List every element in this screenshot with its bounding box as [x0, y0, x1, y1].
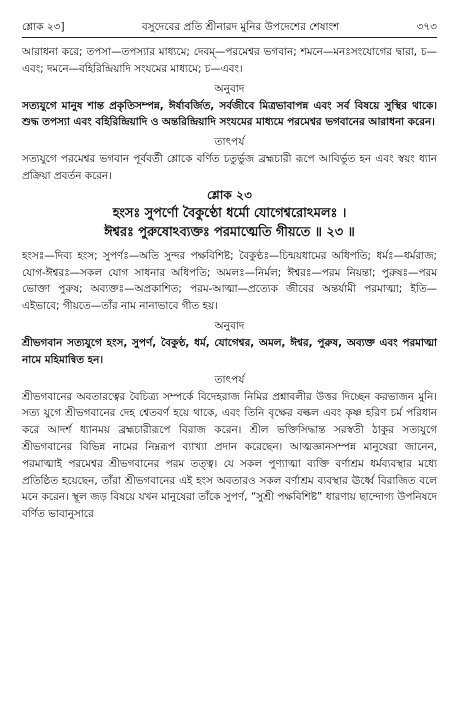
verse-line-2: ঈশ্বরঃ পুরুষোঽব্যক্তঃ পরমাত্মেতি গীয়তে ॥ ২৩ ॥: [104, 224, 355, 240]
synonyms-paragraph-1: আরাধনা করে; তপসা—তপস্যার মাধ্যমে; দেবম্—পরমেশ্বর ভগবান; শমনে—মনঃসংযোগের দ্বারা, চ—এবং; দমনে—বহিরিন্দ্রিয়াদি সংযমের মাধ্যমে; চ—এবং।: [22, 46, 437, 75]
translation-paragraph-1: সত্যযুগে মানুষ শান্ত প্রকৃতিসম্পন্ন, ঈর্ষাবর্জিত, সর্বজীবে মিত্রভাবাপন্ন এবং সর্ব বিষয়ে সুস্থির থাকে। শুদ্ধ তপস্যা এবং বহিরিন্দ্রিয়াদি ও অন্তরিন্দ্রিয়াদি সংযমের মাধ্যমে পরমেশ্বর ভগবানের আরাধনা করেন।: [22, 99, 437, 129]
running-header: [22, 4, 437, 34]
header-chapter-title: বসুদেবের প্রতি শ্রীনারদ মুনির উপদেশের শেষাংশ: [141, 21, 340, 33]
purport-paragraph-2: শ্রীভগবানের অবতারত্বের বৈচিত্র্য সম্পর্কে বিদেহরাজ নিমির প্রশ্নাবলীর উত্তর দিচ্ছেন করভাজন মুনি। সত্য যুগে শ্রীভগবানের দেহ শ্বেতবর্ণ হয়ে থাকে, এবং তিনি বৃক্ষের বল্কল এবং কৃষ্ণ হরিণ চর্ম পরিধান করে আদর্শ ধ্যানময় ব্রহ্মচারীরূপে বিরাজ করেন। শ্রীল ভক্তিসিদ্ধান্ত সরস্বতী ঠাকুর সত্যযুগে শ্রীভগবানের বিভিন্ন নামের নিম্নরূপ ব্যাখ্যা প্রদান করেছেন। আত্মজ্ঞানসম্পন্ন মানুষেরা জানেন, পরমাত্মাই পরমেশ্বর শ্রীভগবানের পরম তত্ত্ব। যে সকল পুণ্যাত্মা ব্যক্তি বর্ণাশ্রম ধর্মব্যবস্থার মধ্যে প্রতিষ্ঠিত হয়েছেন, তাঁরা শ্রীভগবানের এই হংস অবতারও সকল বর্ণাশ্রম ব্যবস্থার ঊর্ধ্বে বিরাজিত বলে মনে করেন। স্থূল জড় বিষয়ে যখন মানুষেরা তাঁকে সুপর্ণ, “সুশ্রী পক্ষবিশিষ্ট” ধারণায় ছান্দোগ্য উপনিষদে বর্ণিত ভাবানুসারে: [22, 390, 437, 521]
translation-heading-2: অনুবাদ: [214, 319, 245, 332]
purport-heading-2: তাৎপর্য: [214, 373, 245, 386]
verse-line-1: হংসঃ সুপর্ণো বৈকুণ্ঠো ধর্মো যোগেশ্বরোঽমলঃ ।: [112, 205, 347, 221]
purport-paragraph-1: সত্যযুগে পরমেশ্বর ভগবান পূর্ববর্তী শ্লোকে বর্ণিত চতুর্ভুজ ব্রহ্মচারী রূপে আবির্ভূত হন এবং স্বয়ং ধ্যান প্রক্রিয়া প্রবর্তন করেন।: [22, 153, 437, 182]
translation-paragraph-2: শ্রীভগবান সত্যযুগে হংস, সুপর্ণ, বৈকুণ্ঠ, ধর্ম, যোগেশ্বর, অমল, ঈশ্বর, পুরুষ, অব্যক্ত এবং পরমাত্মা নামে মহিমান্বিত হন।: [22, 336, 437, 366]
header-rule: [22, 37, 437, 38]
translation-heading-1: অনুবাদ: [214, 82, 245, 95]
purport-heading-1: তাৎপর্য: [214, 136, 245, 149]
verse-title: শ্লোক ২৩: [206, 187, 253, 202]
verse-block: [22, 187, 437, 242]
header-verse-ref: শ্লোক ২৩]: [22, 21, 65, 33]
page-number: ৩৭৩: [416, 21, 437, 33]
synonyms-paragraph-2: হংসঃ—দিব্য হংস; সুপর্ণঃ—অতি সুন্দর পক্ষবিশিষ্ট; বৈকুণ্ঠঃ—চিন্ময়ধামের অধিপতি; ধর্মঃ—ধর্মরাজ; যোগ-ঈশ্বরঃ—সকল যোগ সাধনার অধিপতি; অমলঃ—নির্মল; ঈশ্বরঃ—পরম নিয়ন্তা; পুরুষঃ—পরম ভোক্তা পুরুষ; অব্যক্তঃ—অপ্রকাশিত; পরম-আত্মা—প্রত্যেক জীবের অন্তর্যামী পরমাত্মা; ইতি—এইভাবে; গীয়তে—তাঁর নাম নানাভাবে গীত হয়।: [22, 249, 437, 313]
